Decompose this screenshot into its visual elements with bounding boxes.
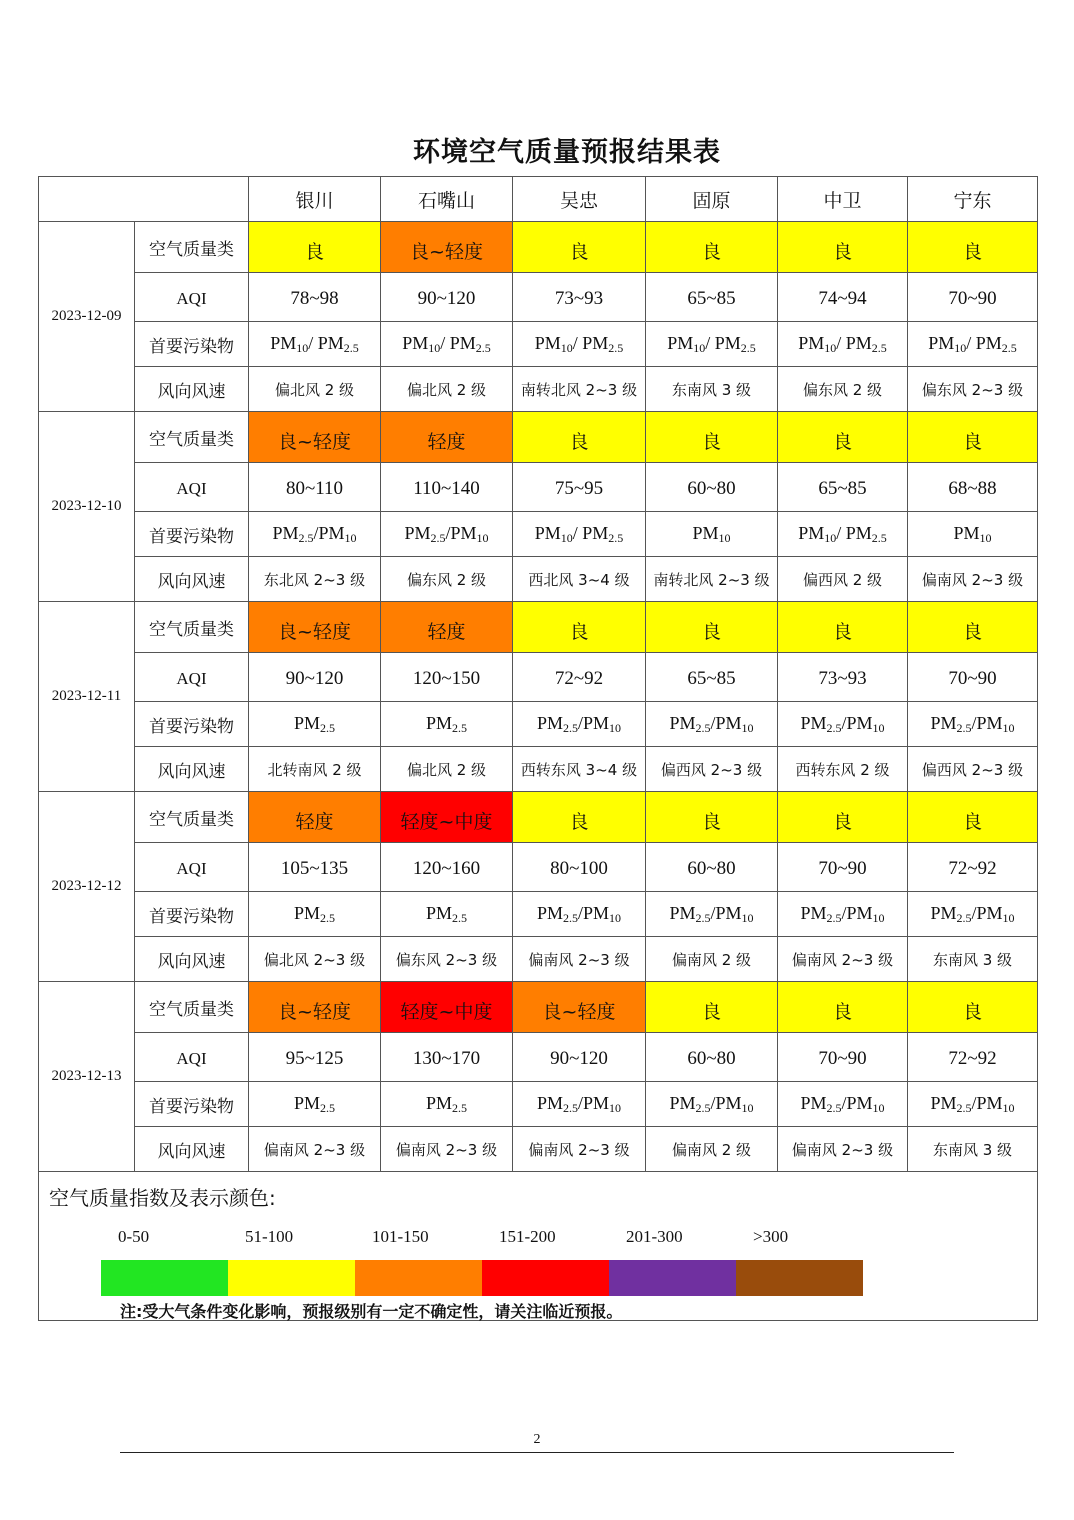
- aqi-cell: 73~93: [513, 273, 646, 322]
- legend-title: 空气质量指数及表示颜色:: [49, 1186, 276, 1210]
- aqi-cell: 70~90: [908, 653, 1038, 702]
- wind-cell: 西北风 3~4 级: [513, 557, 646, 602]
- page-title: 环境空气质量预报结果表: [413, 137, 721, 168]
- row-label-quality: 空气质量类: [135, 222, 249, 273]
- wind-cell: 东南风 3 级: [908, 937, 1038, 982]
- row-pollutant: [39, 702, 1038, 747]
- row-pollutant: [39, 1082, 1038, 1127]
- wind-cell: 偏东风 2 级: [778, 367, 908, 412]
- pollutant-cell: $PM_{2.5}/PM_{10}$: [646, 702, 778, 747]
- quality-cell: 良: [908, 982, 1038, 1033]
- quality-cell: 轻度~中度: [381, 792, 513, 843]
- quality-cell: 良~轻度: [249, 412, 381, 463]
- quality-cell: 轻度~中度: [381, 982, 513, 1033]
- aqi-cell: 72~92: [513, 653, 646, 702]
- legend-swatch: [482, 1260, 609, 1296]
- quality-cell: 良: [249, 222, 381, 273]
- quality-cell: 良~轻度: [381, 222, 513, 273]
- row-label-aqi: AQI: [135, 1033, 249, 1082]
- pollutant-cell: $PM_{2.5}/PM_{10}$: [778, 702, 908, 747]
- aqi-cell: 60~80: [646, 463, 778, 512]
- row-label-wind: 风向风速: [135, 1127, 249, 1172]
- row-label-aqi: AQI: [135, 273, 249, 322]
- row-quality: [39, 982, 1038, 1033]
- date-cell: 2023-12-11: [39, 602, 135, 792]
- aqi-cell: 65~85: [778, 463, 908, 512]
- forecast-table: [38, 176, 1038, 1321]
- row-label-wind: 风向风速: [135, 367, 249, 412]
- pollutant-cell: $PM_{2.5}/PM_{10}$: [646, 1082, 778, 1127]
- legend-range-label: 201-300: [626, 1227, 683, 1246]
- aqi-cell: 60~80: [646, 843, 778, 892]
- aqi-cell: 78~98: [249, 273, 381, 322]
- wind-cell: 偏北风 2 级: [381, 747, 513, 792]
- pollutant-cell: $PM_{10}/$ $PM_{2.5}$: [249, 322, 381, 367]
- legend-ranges: [101, 1227, 881, 1249]
- quality-cell: 良: [513, 602, 646, 653]
- page-number: 2: [533, 1432, 541, 1447]
- pollutant-cell: $PM_{10}/$ $PM_{2.5}$: [381, 322, 513, 367]
- pollutant-cell: $PM_{2.5}/PM_{10}$: [778, 1082, 908, 1127]
- aqi-cell: 80~100: [513, 843, 646, 892]
- pollutant-cell: $PM_{2.5}/PM_{10}$: [513, 1082, 646, 1127]
- aqi-cell: 130~170: [381, 1033, 513, 1082]
- quality-cell: 良: [778, 602, 908, 653]
- quality-cell: 良~轻度: [513, 982, 646, 1033]
- legend-range-label: 101-150: [372, 1227, 429, 1246]
- row-label-aqi: AQI: [135, 843, 249, 892]
- quality-cell: 良: [646, 602, 778, 653]
- corner-cell: [39, 177, 249, 222]
- aqi-cell: 105~135: [249, 843, 381, 892]
- wind-cell: 偏东风 2 级: [381, 557, 513, 602]
- wind-cell: 偏西风 2~3 级: [908, 747, 1038, 792]
- wind-cell: 偏北风 2~3 级: [249, 937, 381, 982]
- pollutant-cell: $PM_{10}/$ $PM_{2.5}$: [513, 512, 646, 557]
- legend-color-bar: [101, 1260, 863, 1296]
- pollutant-cell: $PM_{2.5}/PM_{10}$: [908, 892, 1038, 937]
- wind-cell: 偏南风 2 级: [646, 1127, 778, 1172]
- wind-cell: 偏南风 2~3 级: [778, 1127, 908, 1172]
- quality-cell: 良~轻度: [249, 602, 381, 653]
- row-label-wind: 风向风速: [135, 747, 249, 792]
- pollutant-cell: $PM_{10}/$ $PM_{2.5}$: [908, 322, 1038, 367]
- wind-cell: 南转北风 2~3 级: [513, 367, 646, 412]
- wind-cell: 偏南风 2 级: [646, 937, 778, 982]
- row-wind: [39, 747, 1038, 792]
- row-wind: [39, 1127, 1038, 1172]
- pollutant-cell: $PM_{2.5}/PM_{10}$: [646, 892, 778, 937]
- date-cell: 2023-12-12: [39, 792, 135, 982]
- wind-cell: 偏南风 2~3 级: [778, 937, 908, 982]
- legend-range-label: 0-50: [118, 1227, 150, 1246]
- row-aqi: [39, 463, 1038, 512]
- row-pollutant: [39, 892, 1038, 937]
- header-row: [39, 177, 1038, 222]
- quality-cell: 轻度: [381, 602, 513, 653]
- quality-cell: 良: [908, 222, 1038, 273]
- wind-cell: 西转东风 3~4 级: [513, 747, 646, 792]
- wind-cell: 偏南风 2~3 级: [513, 937, 646, 982]
- quality-cell: 轻度: [381, 412, 513, 463]
- row-label-aqi: AQI: [135, 653, 249, 702]
- pollutant-cell: $PM_{10}/$ $PM_{2.5}$: [778, 322, 908, 367]
- pollutant-cell: $PM_{10}$: [908, 512, 1038, 557]
- quality-cell: 良: [778, 982, 908, 1033]
- aqi-cell: 75~95: [513, 463, 646, 512]
- wind-cell: 偏南风 2~3 级: [908, 557, 1038, 602]
- city-header: 石嘴山: [381, 177, 513, 222]
- legend-swatch: [101, 1260, 228, 1296]
- wind-cell: 偏南风 2~3 级: [513, 1127, 646, 1172]
- row-label-quality: 空气质量类: [135, 792, 249, 843]
- aqi-cell: 95~125: [249, 1033, 381, 1082]
- pollutant-cell: $PM_{2.5}/PM_{10}$: [249, 512, 381, 557]
- pollutant-cell: $PM_{2.5}$: [249, 1082, 381, 1127]
- forecast-note: 注:受大气条件变化影响，预报级别有一定不确定性，请关注临近预报。: [120, 1302, 623, 1321]
- pollutant-cell: $PM_{2.5}/PM_{10}$: [908, 702, 1038, 747]
- row-quality: [39, 412, 1038, 463]
- row-wind: [39, 557, 1038, 602]
- row-label-pollutant: 首要污染物: [135, 702, 249, 747]
- city-header: 宁东: [908, 177, 1038, 222]
- row-quality: [39, 222, 1038, 273]
- aqi-cell: 74~94: [778, 273, 908, 322]
- quality-cell: 良: [908, 412, 1038, 463]
- date-cell: 2023-12-10: [39, 412, 135, 602]
- aqi-cell: 110~140: [381, 463, 513, 512]
- quality-cell: 良: [778, 412, 908, 463]
- aqi-cell: 70~90: [778, 843, 908, 892]
- pollutant-cell: $PM_{2.5}$: [249, 892, 381, 937]
- pollutant-cell: $PM_{2.5}$: [381, 892, 513, 937]
- quality-cell: 良: [646, 412, 778, 463]
- aqi-cell: 72~92: [908, 1033, 1038, 1082]
- row-label-aqi: AQI: [135, 463, 249, 512]
- wind-cell: 偏西风 2~3 级: [646, 747, 778, 792]
- wind-cell: 偏南风 2~3 级: [249, 1127, 381, 1172]
- aqi-cell: 70~90: [908, 273, 1038, 322]
- row-aqi: [39, 273, 1038, 322]
- pollutant-cell: $PM_{10}/$ $PM_{2.5}$: [778, 512, 908, 557]
- wind-cell: 偏西风 2 级: [778, 557, 908, 602]
- wind-cell: 偏南风 2~3 级: [381, 1127, 513, 1172]
- wind-cell: 偏东风 2~3 级: [908, 367, 1038, 412]
- aqi-cell: 73~93: [778, 653, 908, 702]
- city-header: 固原: [646, 177, 778, 222]
- aqi-cell: 65~85: [646, 653, 778, 702]
- quality-cell: 良: [646, 792, 778, 843]
- aqi-cell: 60~80: [646, 1033, 778, 1082]
- legend-swatch: [228, 1260, 355, 1296]
- pollutant-cell: $PM_{2.5}$: [381, 1082, 513, 1127]
- wind-cell: 东南风 3 级: [646, 367, 778, 412]
- row-label-wind: 风向风速: [135, 557, 249, 602]
- row-label-quality: 空气质量类: [135, 982, 249, 1033]
- aqi-cell: 90~120: [381, 273, 513, 322]
- row-wind: [39, 937, 1038, 982]
- quality-cell: 轻度: [249, 792, 381, 843]
- row-quality: [39, 792, 1038, 843]
- wind-cell: 北转南风 2 级: [249, 747, 381, 792]
- quality-cell: 良: [778, 792, 908, 843]
- aqi-cell: 65~85: [646, 273, 778, 322]
- row-label-pollutant: 首要污染物: [135, 892, 249, 937]
- quality-cell: 良~轻度: [249, 982, 381, 1033]
- row-pollutant: [39, 322, 1038, 367]
- row-label-pollutant: 首要污染物: [135, 512, 249, 557]
- footer-rule: [120, 1452, 954, 1453]
- aqi-cell: 120~160: [381, 843, 513, 892]
- legend-swatch: [355, 1260, 482, 1296]
- pollutant-cell: $PM_{2.5}/PM_{10}$: [381, 512, 513, 557]
- city-header: 中卫: [778, 177, 908, 222]
- row-aqi: [39, 1033, 1038, 1082]
- pollutant-cell: $PM_{10}$: [646, 512, 778, 557]
- row-aqi: [39, 653, 1038, 702]
- row-quality: [39, 602, 1038, 653]
- row-label-quality: 空气质量类: [135, 602, 249, 653]
- wind-cell: 东北风 2~3 级: [249, 557, 381, 602]
- quality-cell: 良: [908, 792, 1038, 843]
- aqi-cell: 120~150: [381, 653, 513, 702]
- pollutant-cell: $PM_{10}/$ $PM_{2.5}$: [646, 322, 778, 367]
- city-header: 银川: [249, 177, 381, 222]
- aqi-cell: 90~120: [249, 653, 381, 702]
- pollutant-cell: $PM_{10}/$ $PM_{2.5}$: [513, 322, 646, 367]
- aqi-cell: 70~90: [778, 1033, 908, 1082]
- row-pollutant: [39, 512, 1038, 557]
- row-label-wind: 风向风速: [135, 937, 249, 982]
- quality-cell: 良: [513, 222, 646, 273]
- wind-cell: 偏北风 2 级: [249, 367, 381, 412]
- quality-cell: 良: [513, 412, 646, 463]
- pollutant-cell: $PM_{2.5}/PM_{10}$: [513, 892, 646, 937]
- legend-range-label: >300: [753, 1227, 789, 1246]
- quality-cell: 良: [646, 222, 778, 273]
- legend-range-label: 151-200: [499, 1227, 556, 1246]
- aqi-cell: 68~88: [908, 463, 1038, 512]
- aqi-cell: 90~120: [513, 1033, 646, 1082]
- legend-swatch: [736, 1260, 863, 1296]
- wind-cell: 南转北风 2~3 级: [646, 557, 778, 602]
- row-aqi: [39, 843, 1038, 892]
- city-header: 吴忠: [513, 177, 646, 222]
- pollutant-cell: $PM_{2.5}/PM_{10}$: [778, 892, 908, 937]
- row-label-pollutant: 首要污染物: [135, 1082, 249, 1127]
- wind-cell: 西转东风 2 级: [778, 747, 908, 792]
- pollutant-cell: $PM_{2.5}/PM_{10}$: [908, 1082, 1038, 1127]
- quality-cell: 良: [646, 982, 778, 1033]
- pollutant-cell: $PM_{2.5}$: [249, 702, 381, 747]
- quality-cell: 良: [908, 602, 1038, 653]
- quality-cell: 良: [778, 222, 908, 273]
- pollutant-cell: $PM_{2.5}$: [381, 702, 513, 747]
- row-wind: [39, 367, 1038, 412]
- wind-cell: 东南风 3 级: [908, 1127, 1038, 1172]
- wind-cell: 偏北风 2 级: [381, 367, 513, 412]
- pollutant-cell: $PM_{2.5}/PM_{10}$: [513, 702, 646, 747]
- legend-range-label: 51-100: [245, 1227, 294, 1246]
- aqi-cell: 80~110: [249, 463, 381, 512]
- wind-cell: 偏东风 2~3 级: [381, 937, 513, 982]
- date-cell: 2023-12-09: [39, 222, 135, 412]
- legend-swatch: [609, 1260, 736, 1296]
- row-label-quality: 空气质量类: [135, 412, 249, 463]
- date-cell: 2023-12-13: [39, 982, 135, 1172]
- aqi-cell: 72~92: [908, 843, 1038, 892]
- row-label-pollutant: 首要污染物: [135, 322, 249, 367]
- quality-cell: 良: [513, 792, 646, 843]
